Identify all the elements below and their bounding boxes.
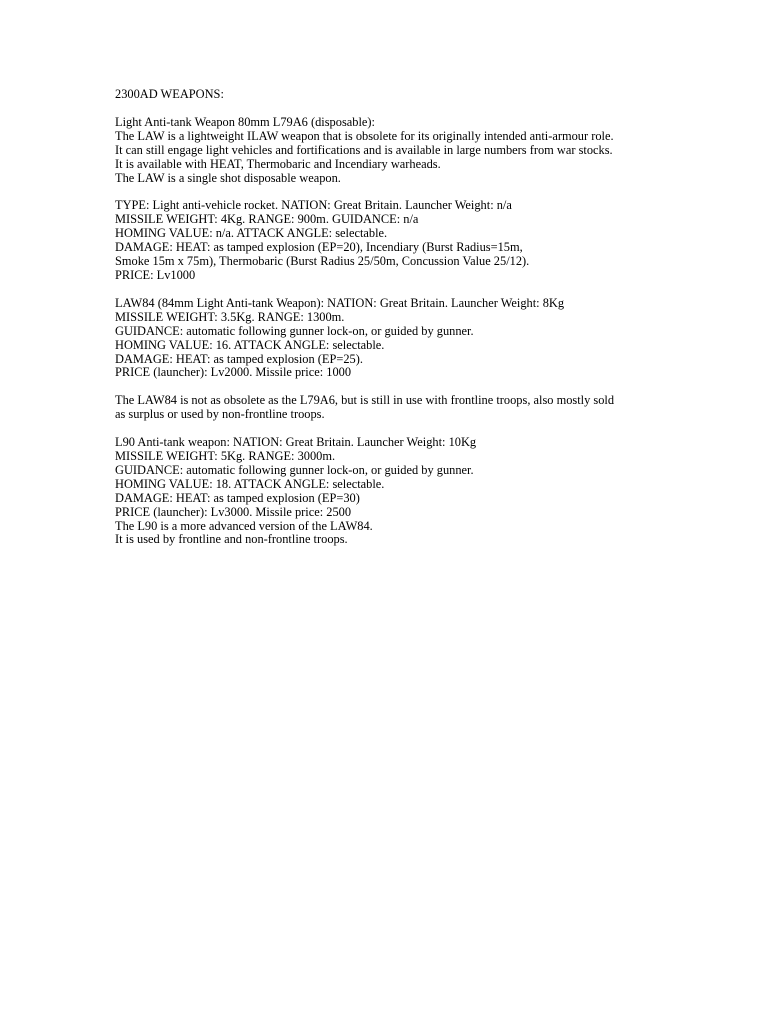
document-title-block [115, 88, 755, 102]
text-line: It is used by frontline and non-frontline troops. [115, 532, 348, 547]
section-l79a6-stats [115, 199, 755, 282]
text-line: HOMING VALUE: 16. ATTACK ANGLE: selectable. [115, 337, 385, 352]
text-line: PRICE: Lv1000 [115, 267, 196, 282]
text-line: PRICE (launcher): Lv2000. Missile price: 1000 [115, 365, 352, 380]
text-line: It can still engage light vehicles and fortifications and is available in large numbers from war stocks. [115, 142, 613, 157]
text-line: Light Anti-tank Weapon 80mm L79A6 (disposable): [115, 114, 375, 129]
text-line: Smoke 15m x 75m), Thermobaric (Burst Radius 25/50m, Concussion Value 25/12). [115, 254, 530, 269]
text-line: GUIDANCE: automatic following gunner lock-on, or guided by gunner. [115, 462, 474, 477]
text-line: It is available with HEAT, Thermobaric and Incendiary warheads. [115, 156, 441, 171]
text-line: HOMING VALUE: n/a. ATTACK ANGLE: selectable. [115, 226, 388, 241]
text-line: MISSILE WEIGHT: 3.5Kg. RANGE: 1300m. [115, 309, 345, 324]
text-line: LAW84 (84mm Light Anti-tank Weapon): NATION: Great Britain. Launcher Weight: 8Kg [115, 295, 565, 310]
text-line: GUIDANCE: automatic following gunner lock-on, or guided by gunner. [115, 323, 474, 338]
text-line: TYPE: Light anti-vehicle rocket. NATION: Great Britain. Launcher Weight: n/a [115, 198, 512, 213]
section-l79a6-intro [115, 116, 755, 186]
document-page [115, 88, 755, 561]
text-line: The LAW84 is not as obsolete as the L79A6, but is still in use with frontline troops, also mostly sold [115, 393, 615, 408]
text-line: PRICE (launcher): Lv3000. Missile price: 2500 [115, 504, 352, 519]
text-line: HOMING VALUE: 18. ATTACK ANGLE: selectable. [115, 476, 385, 491]
text-line: L90 Anti-tank weapon: NATION: Great Britain. Launcher Weight: 10Kg [115, 435, 477, 450]
section-law84-notes [115, 394, 755, 422]
text-line: DAMAGE: HEAT: as tamped explosion (EP=20), Incendiary (Burst Radius=15m, [115, 240, 523, 255]
text-line: DAMAGE: HEAT: as tamped explosion (EP=30) [115, 490, 360, 505]
text-line: MISSILE WEIGHT: 5Kg. RANGE: 3000m. [115, 449, 336, 464]
text-line: The L90 is a more advanced version of the LAW84. [115, 518, 373, 533]
text-line: as surplus or used by non-frontline troops. [115, 407, 325, 422]
section-l90-stats [115, 436, 755, 547]
text-line: The LAW is a single shot disposable weapon. [115, 170, 341, 185]
section-law84-stats [115, 297, 755, 380]
text-line: The LAW is a lightweight ILAW weapon that is obsolete for its originally intended anti-armour role. [115, 128, 614, 143]
text-line: MISSILE WEIGHT: 4Kg. RANGE: 900m. GUIDANCE: n/a [115, 212, 419, 227]
text-line: DAMAGE: HEAT: as tamped explosion (EP=25). [115, 351, 363, 366]
document-title: 2300AD WEAPONS: [115, 87, 224, 101]
